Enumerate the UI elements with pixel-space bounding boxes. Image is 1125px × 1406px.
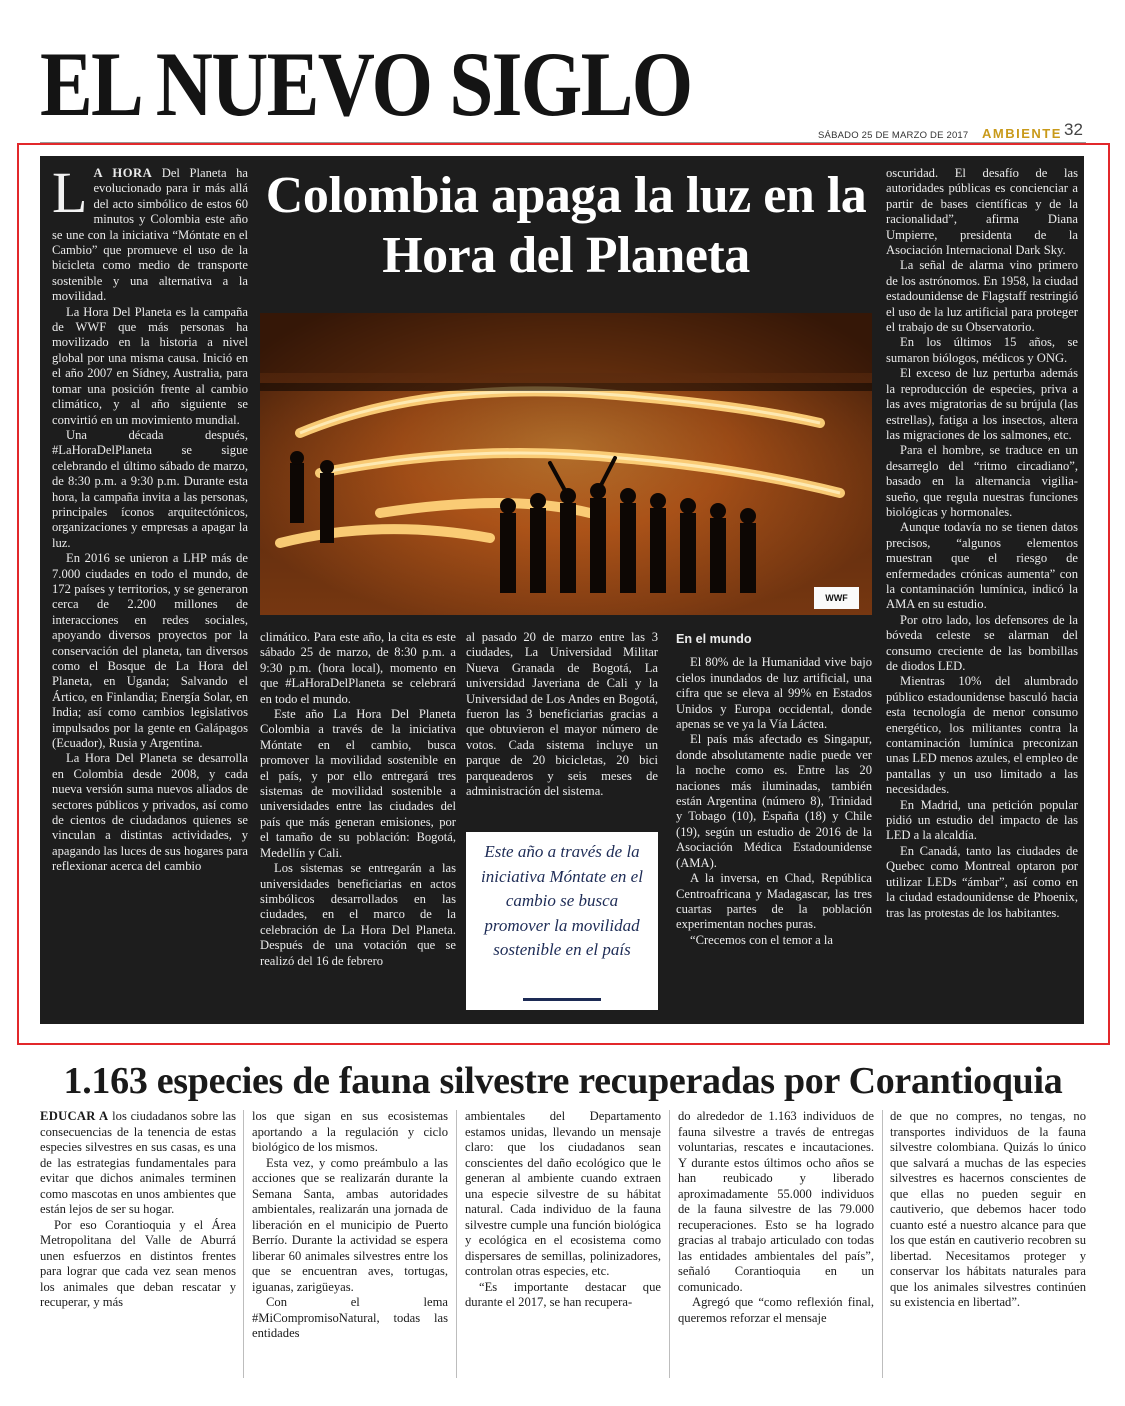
section-label: AMBIENTE bbox=[982, 126, 1062, 141]
paragraph: Mientras 10% del alumbrado público estadounidense basculó hacia esta tecnología de menor consumo energético, los militantes contra la contaminación lumínica preconizan unas LED menos azules, el empleo de pantallas y un uso limitado a las necesidades. bbox=[886, 674, 1078, 797]
paragraph: de que no compres, no tengas, no transportes individuos de la fauna silvestre colombiana. Quizás lo único que salvará a muchas de las especies silvestres es hacernos conscientes de que ellas no pueden seguir en cautiverio, que debemos hacer todo cuanto esté a nuestro alcance para que los que están en cautiverio recobren su libertad. Necesitamos proteger y conservar los hábitats naturales para que los animales silvestres continúen su existencia en libertad”. bbox=[890, 1109, 1086, 1309]
column-divider bbox=[456, 1110, 457, 1378]
paragraph: Por otro lado, los defensores de la bóveda celeste se alarman del consumo creciente de las bombillas de diodos LED. bbox=[886, 612, 1078, 673]
lead-in: A HORA bbox=[93, 166, 153, 180]
paragraph: El país más afectado es Singapur, donde absolutamente nadie puede ver la noche como es. Entre las 20 naciones más iluminadas, también están Argentina (número 8), Trinidad y Tobago (10), España (18) y Chile (19), según un estudio de 2016 de la Asociación Médica Estadounidense (AMA). bbox=[676, 732, 872, 870]
paragraph: ambientales del Departamento estamos unidas, llevando un mensaje claro: que los ciudadanos sean conscientes del daño ecológico que le generan al ambiente cuando extraen una especie silvestre de su hábitat natural. Cada individuo de la fauna silvestre cumple una función biológica y ecológica en el ecosistema como dispersares de semillas, polinizadores, controlan otras especies, etc. bbox=[465, 1109, 661, 1278]
paragraph: El 80% de la Humanidad vive bajo cielos inundados de luz artificial, una cifra que se eleva al 99% en Estados Unidos y Europa occidental, donde apenas se ve ya la Vía Láctea. bbox=[676, 655, 872, 732]
paragraph: Los sistemas se entregarán a las universidades beneficiarias en actos simbólicos desarrollados en las ciudades, en el marco de la celebración de La Hora Del Planeta. Después de una votación que se realizó del 16 de febrero bbox=[260, 861, 456, 968]
paragraph: Aunque todavía no se tienen datos precisos, “algunos elementos muestran que el riesgo de enfermedades crónicas aumenta” con la contaminación lumínica, indicó la AMA en su estudio. bbox=[886, 520, 1078, 612]
paragraph: La Hora Del Planeta se desarrolla en Colombia desde 2008, y cada nueva versión suma nuevos aliados de sectores públicos y privados, así como de cientos de ciudadanos quienes se vinculan a distintas actividades, y apagando las luces de sus hogares para reflexionar acerca del cambio bbox=[52, 751, 248, 874]
paragraph: La Hora Del Planeta es la campaña de WWF que más personas ha movilizado en la historia a nivel global por una misma causa. Inició en el año 2007 en Sídney, Australia, para tomar una posición frente al cambio climático, y al año siguiente se convirtió en un movimiento mundial. bbox=[52, 304, 248, 427]
column-divider bbox=[669, 1110, 670, 1378]
photo-credit: WWF bbox=[814, 587, 859, 609]
lead-in: EDUCAR A bbox=[40, 1109, 109, 1123]
column-divider bbox=[882, 1110, 883, 1378]
paragraph: al pasado 20 de marzo entre las 3 ciudades, La Universidad Militar Nueva Granada de Bogotá, La universidad Javeriana de Cali y la Universidad de Los Andes en Bogotá, fueron las 3 beneficiarias gracias a que obtuvieron el mayor número de votos. Cada sistema incluye un parque de 20 bicicletas, 20 bici parqueaderos y seis meses de administración del sistema. bbox=[466, 630, 658, 799]
paragraph: En Madrid, una petición popular pidió un estudio del impacto de las LED a la alcaldía. bbox=[886, 797, 1078, 843]
paragraph: Una década después, #LaHoraDelPlaneta se sigue celebrando el último sábado de marzo, de 8:30 p.m. a 9:30 p.m. Durante esta hora, la campaña invita a las personas, principales íconos arquitectónicos, organizaciones y empresas a apagar la luz. bbox=[52, 427, 248, 550]
paragraph: Para el hombre, se traduce en un desarreglo del “ritmo circadiano”, basado en la alternancia vigilia-sueño, que regula nuestras funciones biológicas y hormonales. bbox=[886, 443, 1078, 519]
pull-quote-text: Este año a través de la iniciativa Móntate en el cambio se busca promover la movilidad sostenible en el país bbox=[481, 842, 643, 959]
feature-headline: Colombia apaga la luz en la Hora del Planeta bbox=[265, 167, 867, 284]
paragraph: “Es importante destacar que durante el 2017, se han recupera- bbox=[465, 1279, 661, 1309]
article-column-2 bbox=[252, 1109, 448, 1342]
article-column-4 bbox=[678, 1109, 874, 1326]
paragraph: Agregó que “como reflexión final, queremos reforzar el mensaje bbox=[678, 1295, 874, 1325]
subhead-en-el-mundo: En el mundo bbox=[676, 632, 752, 646]
paragraph: Por eso Corantioquia y el Área Metropolitana del Valle de Aburrá unen esfuerzos en distintos frentes para lograr que cada vez sean menos los animales que deban rescatar y recuperar, y más bbox=[40, 1217, 236, 1309]
paragraph: Con el lema #MiCompromisoNatural, todas las entidades bbox=[252, 1295, 448, 1340]
page-number: 32 bbox=[1064, 120, 1083, 139]
paragraph: En Canadá, tanto las ciudades de Quebec como Montreal optaron por utilizar LEDs “ámbar”, así como en la ciudad estadounidense de Phoenix, tras las protestas de los habitantes. bbox=[886, 843, 1078, 920]
paragraph: Esta vez, y como preámbulo a las acciones que se realizarán durante la Semana Santa, ambas autoridades ambientales, realizarán una jornada de liberación en el municipio de Puerto Berrío. Durante la actividad se espera liberar 60 animales silvestres entre los que se encuentran aves, tortugas, iguanas, zarigüeyas. bbox=[252, 1155, 448, 1294]
paragraph: En los últimos 15 años, se sumaron biólogos, médicos y ONG. bbox=[886, 335, 1078, 365]
paragraph: los que sigan en sus ecosistemas aportando a la regulación y ciclo biológico de los mismos. bbox=[252, 1109, 448, 1154]
column-divider bbox=[243, 1110, 244, 1378]
article-column-5 bbox=[890, 1109, 1086, 1311]
paragraph: Este año La Hora Del Planeta Colombia a través de la iniciativa Móntate en el cambio, busca promover la movilidad sostenible en el país, y por ello entregará tres sistemas de movilidad sostenible a universidades entre las ciudades del país que más generan emisiones, por el tamaño de su población: Bogotá, Medellín y Cali. bbox=[260, 707, 456, 860]
highlight-frame bbox=[17, 143, 1110, 1045]
issue-date: SÁBADO 25 DE MARZO DE 2017 bbox=[818, 130, 969, 141]
paragraph: oscuridad. El desafío de las autoridades públicas es concienciar a partir de bases científicas y de la racionalidad”, afirma Diana Umpierre, presidenta de la Asociación Internacional Dark Sky. bbox=[886, 166, 1078, 258]
paragraph: La señal de alarma vino primero de los astrónomos. En 1958, la ciudad estadounidense de Flagstaff restringió el uso de la luz artificial para proteger el trabajo de su Observatorio. bbox=[886, 258, 1078, 335]
dropcap: L bbox=[52, 160, 88, 225]
dateline bbox=[700, 120, 1083, 144]
paragraph: A la inversa, en Chad, República Centroafricana y Madagascar, las tres cuartas partes de la población experimentan noches puras. bbox=[676, 871, 872, 932]
article-column-3 bbox=[465, 1109, 661, 1311]
masthead-title: EL NUEVO SIGLO bbox=[40, 33, 692, 135]
paragraph: “Crecemos con el temor a la bbox=[690, 932, 834, 947]
paragraph: climático. Para este año, la cita es este sábado 25 de marzo, de 8:30 p.m. a 9:30 p.m. (hora local), momento en que #LaHoraDelPlaneta se celebrará en todo el mundo. bbox=[260, 630, 456, 706]
second-article-headline: 1.163 especies de fauna silvestre recuperadas por Corantioquia bbox=[63, 1060, 1063, 1102]
paragraph: do alrededor de 1.163 individuos de fauna silvestre a través de entregas voluntarias, rescates e incautaciones. Y durante estos últimos ocho años se han reubicado y liberado aproximadamente 55.000 individuos de la fauna silvestre de las 79.000 recuperaciones. Esto se ha logrado gracias al trabajo articulado con todas las entidades ambientales del país”, señaló Corantioquia en un comunicado. bbox=[678, 1109, 874, 1294]
article-column-1: EDUCAR A los ciudadanos sobre las consecuencias de la tenencia de estas especies silvestres en sus casas, es una de las estrategias fundamentales para evitar que dichos animales terminen como mascotas en unos ambientes que están lejos de ser su hogar. Por eso Corantioquia y el Área Metropolitana del Valle de Aburrá unen esfuerzos en distintos frentes para lograr que cada vez sean menos los animales que deban rescatar y recuperar, y más bbox=[40, 1109, 236, 1309]
feature-column-1: L A HORA Del Planeta ha evolucionado para ir más allá del acto simbólico de estos 60 minutos y Colombia este año se une con la iniciativa “Móntate en el Cambio” que promueve el uso de la bicicleta como medio de transporte sostenible y una alternativa a la movilidad. La Hora Del Planeta es la campaña de WWF que más personas ha movilizado en la historia a nivel global por una misma causa. Inició en el año 2007 en Sídney, Australia, para tomar una posición frente al cambio climático, y al año siguiente se convirtió en un movimiento mundial. Una década después, #LaHoraDelPlaneta se sigue celebrando el último sábado de marzo, de 8:30 p.m. a 9:30 p.m. Durante esta hora, la campaña invita a las personas, principales íconos arquitectónicos, organizaciones y empresas a apagar la luz. En 2016 se unieron a LHP más de 7.000 ciudades en todo el mundo, de 172 países y territorios, y se generaron cerca de 2.200 millones de interacciones en redes sociales, apoyando diversos proyectos por la conservación del planeta, tan diversos como el Bosque de La Hora del Planeta, en Uganda; Salvando el Ártico, en Finlandia; Energía Solar, en India; así como cambios legislativos impulsados por la gente en Galápagos (Ecuador), Rusia y Argentina. La Hora Del Planeta se desarrolla en Colombia desde 2008, y cada nueva versión suma nuevos aliados de sectores públicos y privados, así como de cientos de ciudadanos quienes se vinculan a distintas actividades, y apagando las luces de sus hogares para reflexionar acerca del cambio bbox=[52, 160, 248, 874]
paragraph: El exceso de luz perturba además la reproducción de especies, priva a las aves migratorias de su brújula (las estrellas), fatiga a los insectos, altera las migraciones de los salmones, etc. bbox=[886, 366, 1078, 442]
paragraph: En 2016 se unieron a LHP más de 7.000 ciudades en todo el mundo, de 172 países y territorios, y se generaron cerca de 2.200 millones de interacciones en redes sociales, apoyando diversos proyectos por la conservación del planeta, tan diversos como el Bosque de La Hora del Planeta, en Uganda; Salvando el Ártico, en Finlandia; Energía Solar, en India; así como cambios legislativos impulsados por la gente en Galápagos (Ecuador), Rusia y Argentina. bbox=[52, 551, 248, 751]
